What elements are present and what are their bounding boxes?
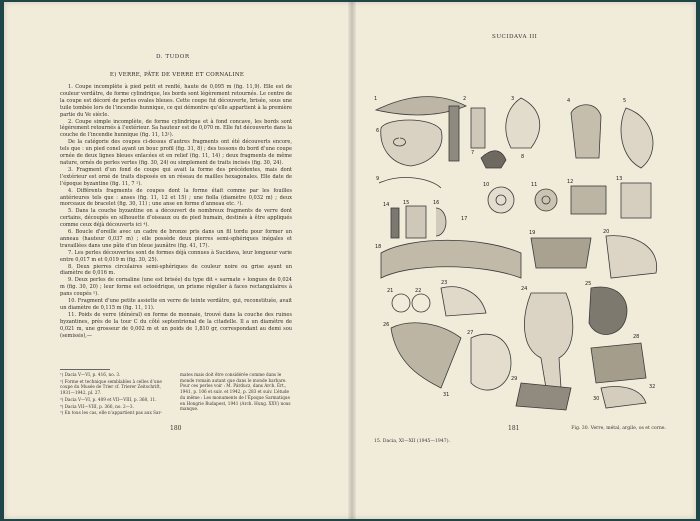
plaque-drawing	[471, 108, 485, 148]
figure-label: 26	[383, 322, 390, 328]
paragraph: 8. Deux pierres circulaires semi-sphériques de couleur noire ou grise ayant un diamètre de 0,016 m.	[60, 263, 292, 277]
figure-label: 6	[376, 128, 380, 134]
figure-label: 5	[623, 98, 627, 104]
paragraph: 11. Poids de verre (dénéral) en forme de monnaie, trouvé dans la couche des ruines byzantines, près de la tour C du côté septentrional de la citadelle. Il a un diamètre de 0,021 m, une grosseur de 0,002 m et un poids de 1,810 gr, correspondant au demi sou (semissis),—	[60, 311, 292, 339]
figure-label: 14	[383, 202, 390, 208]
footer-note: 15. Dacia, XI—XII (1945—1947).	[374, 439, 450, 444]
bracelet-drawing	[412, 294, 430, 312]
figure-label: 32	[649, 384, 656, 390]
block-drawing	[621, 183, 651, 218]
anvil-drawing	[481, 151, 506, 168]
amphora-drawing	[524, 293, 572, 388]
pin-drawing	[379, 178, 441, 188]
paragraph: 9. Deux perles de cornaline (une est brisée) du type dit « sarmate » longues de 0,024 m (fig. 30, 20) ; leur forme est octoédrique, un prisme régulier à faces rectangulaires à pans coupés ⁵).	[60, 277, 292, 298]
section-title: E) VERRE, PÂTE DE VERRE ET CORNALINE	[109, 72, 245, 78]
figure-label: 21	[387, 288, 394, 294]
figure-label: 25	[585, 281, 592, 287]
figure-label: 24	[521, 286, 528, 292]
figure-label: 30	[593, 396, 600, 402]
sherd-drawing	[391, 323, 461, 388]
footnote: ²) Forme et technique semblables à celles d’une coupe du Musée de Trier cf. Trierer Zeitschrift, 1931—1942, pl. 27.	[60, 378, 162, 396]
chip-drawing	[601, 387, 646, 408]
bar-drawing	[449, 106, 459, 161]
figure-label: 31	[443, 392, 450, 398]
slab-drawing	[516, 383, 571, 410]
figure-label: 20	[603, 229, 610, 235]
ring-drawing	[535, 189, 557, 211]
paragraph: 3. Fragment d’un fond de coupe qui avait la forme des précédentes, mais dont l’extérieur est orné de traits disposés en un réseau de mailles hexagonales. Elle date de l’époque byzantine (fig. 11, 7 ²).	[60, 166, 292, 187]
figure-label: 2	[463, 96, 467, 102]
figure-label: 23	[441, 280, 448, 286]
box-drawing	[571, 186, 606, 214]
figure-label: 12	[567, 179, 574, 185]
footnote: ¹) Dacia V—VI, p. 416, no. 3.	[60, 372, 121, 377]
footnote: mates mais doit être considérée comme dans le monde romain autant que dans le monde barbare. Pour ces perles voir : M. Párducz, dans Arch. Ért., 1941, p. 106 et suiv. et 1942, p. 283 et suiv. L’étude du même : Les monuments de l’Époque Sarmatique en Hongrie Budapest, 1941 (Arch. Hung. XXV) nous manque.	[180, 372, 291, 412]
figure-label: 7	[471, 150, 475, 156]
running-head-left: D. TUDOR	[156, 54, 190, 60]
page-number-left: 180	[170, 425, 182, 432]
paragraph: 6. Boucle d’oreille avec un cadre de bronze pris dans un fil tordu pour former un anneau (hauteur 0,037 m) ; elle possède deux pierres semi-sphériques inégales et travaillées dans une pâte d’un bleue jaunâtre (fig. 41, 17).	[60, 229, 292, 249]
jug-drawing	[471, 334, 511, 390]
figure-label: 18	[375, 244, 382, 250]
comb-drawing	[406, 206, 426, 238]
paragraph: 1. Coupe incomplète à pied petit et renflé, haute de 0,095 m (fig. 11,9). Elle est de couleur verdâtre, de forme cylindrique, les bords sont légèrement retournés. Le centre de la coupe est décoré de perles ovales bleues. Cette coupe fut découverte, brisée, sous une tuile tombée lors de l’incendie hunnique, ce qui démontre qu’elle appartient à la première partie du Ve siècle.	[60, 84, 292, 118]
tool-drawing	[391, 208, 399, 238]
figure-label: 4	[567, 98, 571, 104]
hook-drawing	[621, 108, 653, 168]
footnote-rule	[60, 369, 110, 370]
figure-label: 19	[529, 230, 536, 236]
paragraph: 5. Dans la couche byzantine on a découvert de nombreux fragments de verre dont certains, découpés en silhouette d’oiseaux ou de pied humain, destinés à être appliqués comme ceux déjà découverts ici ⁴).	[60, 208, 292, 229]
footnote: ⁵) En tous les cas, elle n’appartient pas aux Sar-	[60, 410, 162, 416]
paragraph: 10. Fragment d’une petite assiette en verre de teinte verdâtre, qui, reconstituée, avait un diamètre de 0,115 m (fig. 11, 11).	[60, 298, 292, 311]
body-text	[60, 84, 292, 340]
paragraph: 7. Les perles découvertes sont de formes déjà connues à Sucidava, leur longueur varie entre 0,017 m et 0,019 m (fig. 30, 25).	[60, 249, 292, 263]
footnote: ³) Dacia V—VI, p. 409 et VII—VIII, p. 368, 11.	[60, 396, 157, 402]
bracelet-drawing	[392, 294, 410, 312]
figure-label: 16	[433, 200, 440, 206]
left-page	[4, 2, 348, 519]
footnote: ⁴) Dacia VII—VIII, p. 366, no. 2—3.	[60, 403, 134, 409]
figure-label: 1	[374, 96, 378, 102]
figure-label: 9	[376, 176, 380, 182]
footnotes-column-right	[180, 372, 292, 413]
jar-drawing	[589, 287, 627, 334]
right-page	[356, 2, 696, 519]
figure-label: 28	[633, 334, 640, 340]
figure-label: 27	[467, 330, 474, 336]
shard-drawing	[571, 105, 601, 158]
figure-label: 8	[521, 154, 525, 160]
vessel-drawing	[506, 98, 540, 148]
paragraph: De la catégorie des coupes ci-dessus d’autres fragments ont été découverts encore, tels que : un pied conel ayant un bouc profil (fig. 31, 8) ; des tessons du bord d’une coupe ornée de deux lignes bleues enlacées et en relief (fig. 11, 14) ; deux fragments de même nature, ornés de perles vertes (fig. 30, 24) ou simplement de traits incisés (fig. 30, 24).	[60, 139, 292, 166]
paragraph: 4. Différents fragments de coupes dont la forme était comme par les fouilles antérieures tels que : anses (fig. 11, 12 et 15) ; une fiolla (diamètre 0,032 m) ; deux morceaux de bracelet (fig. 30, 11) ; une anse en forme d’anneau etc. ³).	[60, 187, 292, 208]
figure-label: 29	[511, 376, 518, 382]
ring-drawing	[488, 187, 514, 213]
paragraph: 2. Coupe simple incomplète, de forme cylindrique et à fond concave, les bords sont légèrement retournés à l’extérieur. Sa hauteur est de 0,070 m. Elle fut découverte dans la couche de l’incendie hunnique (fig. 11, 13¹).	[60, 118, 292, 139]
running-head-right: SUCIDAVA III	[492, 34, 538, 40]
figure-label: 10	[483, 182, 490, 188]
half-ring-drawing	[436, 208, 446, 236]
figure-label: 22	[415, 288, 422, 294]
book-gutter	[348, 2, 356, 519]
figure-plate	[371, 88, 669, 414]
book-spread	[4, 2, 696, 519]
fragment-drawing	[441, 287, 486, 316]
page-number-right: 181	[508, 425, 520, 432]
basin-drawing	[531, 238, 591, 268]
figure-caption: Fig. 30. Verre, métal, argile, os et corne.	[571, 426, 666, 431]
bowl-rim-drawing	[381, 240, 521, 278]
footnotes-column-left	[60, 372, 172, 417]
tile-drawing	[591, 343, 646, 383]
figure-label: 17	[461, 216, 468, 222]
figure-label: 3	[511, 96, 515, 102]
disc-drawing	[381, 120, 442, 166]
bowl-drawing	[606, 236, 657, 278]
figure-label: 11	[531, 182, 538, 188]
figure-label: 13	[616, 176, 623, 182]
figure-label: 15	[403, 200, 410, 206]
